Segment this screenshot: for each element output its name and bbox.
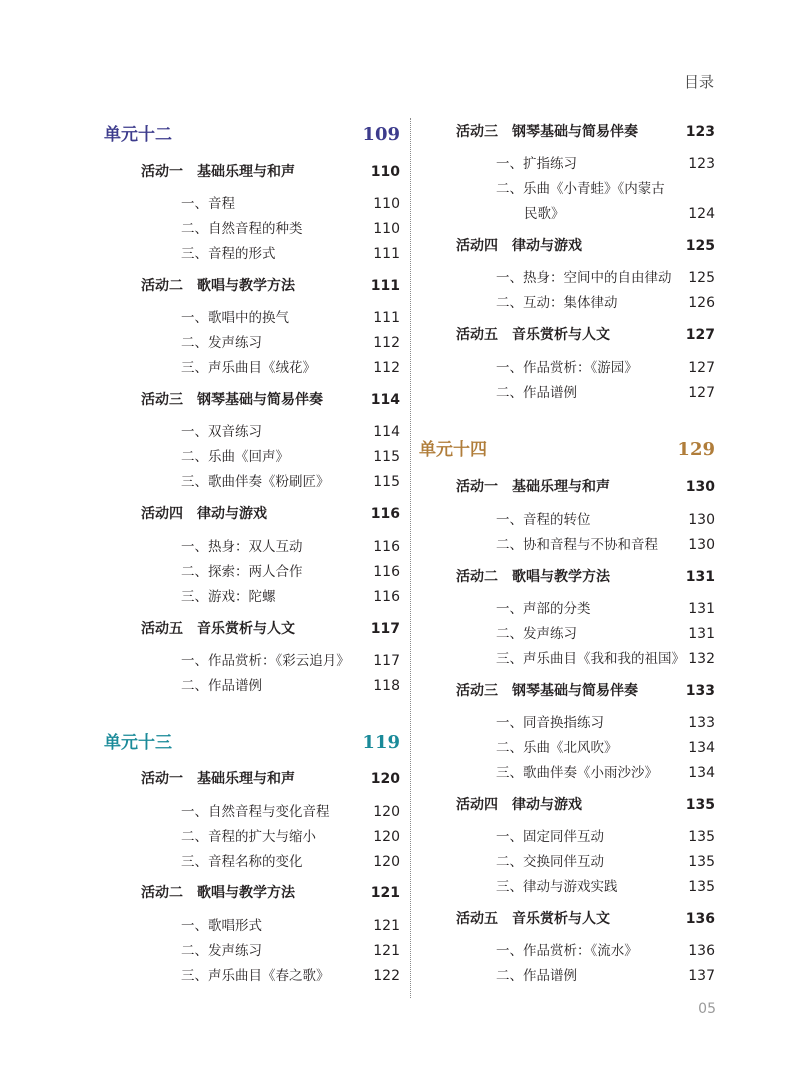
toc-item[interactable] xyxy=(181,217,400,237)
activity-entry[interactable] xyxy=(456,566,715,586)
toc-item[interactable] xyxy=(181,192,400,212)
activity-entry[interactable] xyxy=(456,121,715,141)
activity-page: 110 xyxy=(370,164,400,180)
item-page: 133 xyxy=(688,715,715,731)
item-page: 134 xyxy=(688,740,715,756)
item-title: 二、乐曲《北风吹》 xyxy=(496,740,618,756)
activity-page: 111 xyxy=(370,278,400,294)
item-page: 130 xyxy=(688,512,715,528)
item-title: 二、互动：集体律动 xyxy=(496,295,618,311)
toc-item[interactable] xyxy=(496,736,715,756)
toc-item[interactable] xyxy=(496,647,715,667)
item-page: 123 xyxy=(688,156,715,172)
activity-page: 130 xyxy=(685,479,715,495)
item-title: 一、作品赏析：《彩云追月》 xyxy=(181,653,350,669)
activity-title: 活动二 歌唱与教学方法 xyxy=(141,278,295,294)
item-page: 115 xyxy=(373,474,400,490)
item-page: 121 xyxy=(373,918,400,934)
activity-title: 活动四 律动与游戏 xyxy=(456,238,582,254)
unit-page: 119 xyxy=(362,732,400,753)
item-page: 110 xyxy=(373,221,400,237)
toc-item[interactable] xyxy=(496,508,715,528)
toc-item[interactable] xyxy=(496,850,715,870)
item-title: 二、自然音程的种类 xyxy=(181,221,303,237)
activity-page: 133 xyxy=(685,683,715,699)
toc-item[interactable] xyxy=(181,649,400,669)
item-title: 二、作品谱例 xyxy=(181,678,262,694)
toc-item[interactable] xyxy=(181,850,400,870)
item-page: 131 xyxy=(688,601,715,617)
toc-item[interactable] xyxy=(181,242,400,262)
unit-page: 129 xyxy=(677,439,715,460)
toc-item[interactable] xyxy=(496,761,715,781)
item-title: 三、游戏：陀螺 xyxy=(181,589,276,605)
item-page: 135 xyxy=(688,854,715,870)
toc-item[interactable] xyxy=(181,914,400,934)
item-title: 二、发声练习 xyxy=(181,943,262,959)
item-title: 一、双音练习 xyxy=(181,424,262,440)
item-title: 二、交换同伴互动 xyxy=(496,854,604,870)
toc-item[interactable] xyxy=(496,177,715,197)
item-page: 111 xyxy=(373,246,400,262)
item-title: 二、发声练习 xyxy=(496,626,577,642)
toc-item[interactable] xyxy=(496,533,715,553)
item-page: 125 xyxy=(688,270,715,286)
activity-title: 活动五 音乐赏析与人文 xyxy=(456,911,610,927)
item-page: 135 xyxy=(688,829,715,845)
item-page: 137 xyxy=(688,968,715,984)
toc-item[interactable] xyxy=(496,291,715,311)
item-title: 三、声乐曲目《春之歌》 xyxy=(181,968,330,984)
item-title: 一、自然音程与变化音程 xyxy=(181,804,330,820)
activity-title: 活动三 钢琴基础与简易伴奏 xyxy=(141,392,323,408)
activity-page: 136 xyxy=(685,911,715,927)
toc-item[interactable] xyxy=(181,939,400,959)
activity-entry[interactable] xyxy=(141,389,400,409)
item-title: 三、音程的形式 xyxy=(181,246,276,262)
item-title: 三、声乐曲目《我和我的祖国》 xyxy=(496,651,685,667)
activity-title: 活动二 歌唱与教学方法 xyxy=(456,569,610,585)
item-page: 120 xyxy=(373,804,400,820)
item-page: 120 xyxy=(373,829,400,845)
toc-item[interactable] xyxy=(496,356,715,376)
unit-heading[interactable] xyxy=(104,120,400,145)
toc-item[interactable] xyxy=(181,585,400,605)
activity-entry[interactable] xyxy=(141,275,400,295)
item-title: 二、乐曲《小青蛙》《内蒙古 xyxy=(496,181,665,197)
item-page: 126 xyxy=(688,295,715,311)
item-page: 121 xyxy=(373,943,400,959)
item-title: 民歌》 xyxy=(524,206,565,222)
activity-title: 活动五 音乐赏析与人文 xyxy=(141,621,295,637)
toc-item[interactable] xyxy=(496,381,715,401)
activity-entry[interactable] xyxy=(141,882,400,902)
activity-entry[interactable] xyxy=(456,235,715,255)
item-title: 一、固定同伴互动 xyxy=(496,829,604,845)
item-page: 124 xyxy=(688,206,715,222)
toc-item[interactable] xyxy=(181,560,400,580)
activity-page: 125 xyxy=(685,238,715,254)
item-page: 116 xyxy=(373,539,400,555)
activity-title: 活动三 钢琴基础与简易伴奏 xyxy=(456,124,638,140)
activity-page: 117 xyxy=(370,621,400,637)
item-title: 二、探索：两人合作 xyxy=(181,564,303,580)
item-title: 二、协和音程与不协和音程 xyxy=(496,537,658,553)
toc-item[interactable] xyxy=(181,470,400,490)
item-page: 134 xyxy=(688,765,715,781)
item-title: 二、作品谱例 xyxy=(496,968,577,984)
running-header: 目录 xyxy=(683,73,714,91)
item-page: 114 xyxy=(373,424,400,440)
toc-item[interactable] xyxy=(496,964,715,984)
item-page: 127 xyxy=(688,385,715,401)
activity-title: 活动一 基础乐理与和声 xyxy=(141,164,295,180)
activity-entry[interactable] xyxy=(141,768,400,788)
item-page: 115 xyxy=(373,449,400,465)
activity-title: 活动四 律动与游戏 xyxy=(456,797,582,813)
item-page: 120 xyxy=(373,854,400,870)
activity-entry[interactable] xyxy=(141,503,400,523)
activity-page: 121 xyxy=(370,885,400,901)
activity-title: 活动五 音乐赏析与人文 xyxy=(456,327,610,343)
toc-item[interactable] xyxy=(496,597,715,617)
activity-entry[interactable] xyxy=(456,794,715,814)
item-page: 131 xyxy=(688,626,715,642)
unit-heading[interactable] xyxy=(419,435,715,460)
toc-item[interactable] xyxy=(181,306,400,326)
item-title: 二、乐曲《回声》 xyxy=(181,449,289,465)
unit-title: 单元十四 xyxy=(419,440,487,460)
item-page: 112 xyxy=(373,335,400,351)
item-title: 一、音程 xyxy=(181,196,235,212)
item-title: 一、作品赏析：《游园》 xyxy=(496,360,638,376)
item-page: 132 xyxy=(688,651,715,667)
toc-item[interactable] xyxy=(181,800,400,820)
activity-page: 114 xyxy=(370,392,400,408)
item-title: 一、声部的分类 xyxy=(496,601,591,617)
unit-page: 109 xyxy=(362,124,400,145)
toc-item[interactable] xyxy=(496,825,715,845)
toc-item[interactable] xyxy=(181,445,400,465)
activity-page: 135 xyxy=(685,797,715,813)
item-title: 一、作品赏析：《流水》 xyxy=(496,943,638,959)
unit-title: 单元十二 xyxy=(104,125,172,145)
item-page: 111 xyxy=(373,310,400,326)
item-page: 116 xyxy=(373,564,400,580)
toc-item[interactable] xyxy=(181,420,400,440)
toc-item[interactable] xyxy=(496,875,715,895)
item-title: 一、歌唱形式 xyxy=(181,918,262,934)
activity-entry[interactable] xyxy=(456,680,715,700)
activity-title: 活动二 歌唱与教学方法 xyxy=(141,885,295,901)
page-number: 05 xyxy=(698,1001,716,1017)
item-title: 二、音程的扩大与缩小 xyxy=(181,829,316,845)
item-title: 一、热身：空间中的自由律动 xyxy=(496,270,672,286)
item-page: 117 xyxy=(373,653,400,669)
toc-item[interactable] xyxy=(181,356,400,376)
activity-title: 活动四 律动与游戏 xyxy=(141,506,267,522)
unit-heading[interactable] xyxy=(104,728,400,753)
activity-entry[interactable] xyxy=(456,476,715,496)
item-title: 一、歌唱中的换气 xyxy=(181,310,289,326)
toc-item[interactable] xyxy=(181,674,400,694)
item-title: 三、声乐曲目《绒花》 xyxy=(181,360,316,376)
toc-item[interactable] xyxy=(496,266,715,286)
item-page: 127 xyxy=(688,360,715,376)
item-page: 130 xyxy=(688,537,715,553)
activity-page: 131 xyxy=(685,569,715,585)
item-title: 三、律动与游戏实践 xyxy=(496,879,618,895)
toc-item[interactable] xyxy=(181,964,400,984)
toc-item[interactable] xyxy=(496,711,715,731)
item-page: 116 xyxy=(373,589,400,605)
item-page: 110 xyxy=(373,196,400,212)
toc-item[interactable] xyxy=(496,939,715,959)
item-page: 135 xyxy=(688,879,715,895)
item-title: 三、歌曲伴奏《小雨沙沙》 xyxy=(496,765,658,781)
activity-entry[interactable] xyxy=(456,908,715,928)
activity-page: 120 xyxy=(370,771,400,787)
item-page: 112 xyxy=(373,360,400,376)
item-title: 三、歌曲伴奏《粉刷匠》 xyxy=(181,474,330,490)
activity-entry[interactable] xyxy=(141,161,400,181)
toc-item-continued[interactable] xyxy=(496,202,715,222)
item-title: 二、发声练习 xyxy=(181,335,262,351)
item-page: 122 xyxy=(373,968,400,984)
toc-item[interactable] xyxy=(181,535,400,555)
activity-page: 127 xyxy=(685,327,715,343)
activity-entry[interactable] xyxy=(456,324,715,344)
item-title: 一、音程的转位 xyxy=(496,512,591,528)
activity-page: 123 xyxy=(685,124,715,140)
toc-item[interactable] xyxy=(496,152,715,172)
item-title: 一、热身：双人互动 xyxy=(181,539,303,555)
item-page: 136 xyxy=(688,943,715,959)
toc-item[interactable] xyxy=(181,825,400,845)
activity-title: 活动一 基础乐理与和声 xyxy=(141,771,295,787)
activity-title: 活动三 钢琴基础与简易伴奏 xyxy=(456,683,638,699)
activity-page: 116 xyxy=(370,506,400,522)
toc-item[interactable] xyxy=(496,622,715,642)
toc-item[interactable] xyxy=(181,331,400,351)
activity-title: 活动一 基础乐理与和声 xyxy=(456,479,610,495)
item-title: 三、音程名称的变化 xyxy=(181,854,303,870)
item-title: 一、同音换指练习 xyxy=(496,715,604,731)
item-title: 一、扩指练习 xyxy=(496,156,577,172)
item-page: 118 xyxy=(373,678,400,694)
activity-entry[interactable] xyxy=(141,618,400,638)
unit-title: 单元十三 xyxy=(104,733,172,753)
item-title: 二、作品谱例 xyxy=(496,385,577,401)
